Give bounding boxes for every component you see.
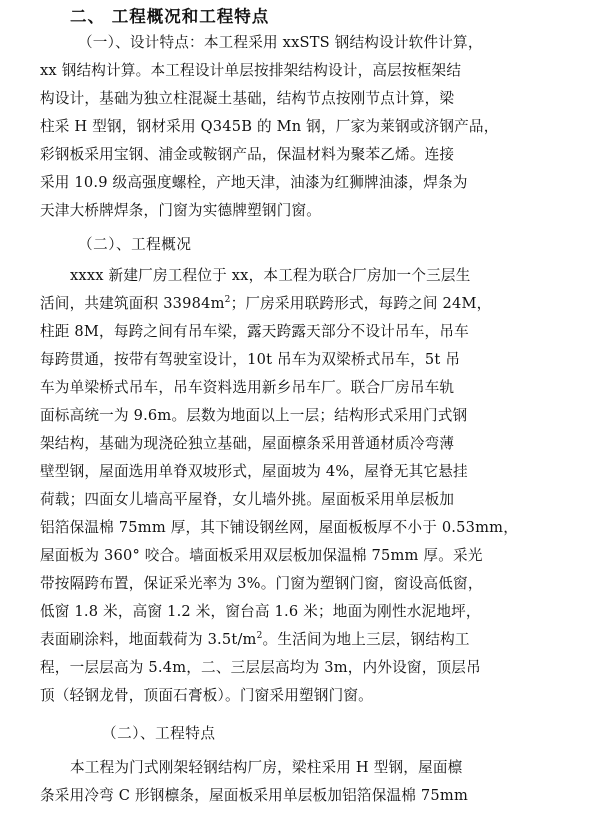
paragraph-line: 采用 10.9 级高强度螺栓，产地天津，油漆为红狮牌油漆，焊条为 — [40, 174, 468, 191]
paragraph-line: 面标高统一为 9.6m。层数为地面以上一层；结构形式采用门式钢 — [40, 407, 468, 424]
paragraph-line: 低窗 1.8 米，高窗 1.2 米，窗台高 1.6 米；地面为刚性水泥地坪， — [40, 603, 481, 620]
paragraph-line: 天津大桥牌焊条，门窗为实德牌塑钢门窗。 — [40, 202, 322, 219]
paragraph-line: xxxx 新建厂房工程位于 xx，本工程为联合厂房加一个三层生 — [70, 267, 471, 284]
paragraph-line: 车为单梁桥式吊车，吊车资料选用新乡吊车厂。联合厂房吊车轨 — [40, 379, 455, 396]
superscript: 2 — [224, 295, 231, 306]
paragraph-line: 每跨贯通，按带有驾驶室设计，10t 吊车为双梁桥式吊车，5t 吊 — [40, 351, 461, 368]
line-text: 表面刷涂料，地面载荷为 3.5t/m — [40, 631, 257, 648]
paragraph-line: xx 钢结构计算。本工程设计单层按排架结构设计，高层按框架结 — [40, 62, 462, 79]
paragraph-line: 柱距 8M，每跨之间有吊车梁，露天跨露天部分不设计吊车，吊车 — [40, 323, 469, 340]
section-heading: 二、 工程概况和工程特点 — [70, 7, 270, 26]
paragraph-line: 铝箔保温棉 75mm 厚，其下铺设钢丝网，屋面板板厚不小于 0.53mm， — [40, 519, 518, 536]
line-text: 活间，共建筑面积 33984m — [40, 295, 225, 312]
subsection-title: （二）、工程概况 — [78, 236, 192, 253]
paragraph-line — [40, 294, 491, 314]
paragraph-line — [40, 630, 470, 650]
paragraph-line: 屋面板为 360° 咬合。墙面板采用双层板加保温棉 75mm 厚。采光 — [40, 547, 483, 564]
paragraph-line: 架结构，基础为现浇砼独立基础，屋面檩条采用普通材质冷弯薄 — [40, 435, 455, 452]
line-text: ；厂房采用联跨形式，每跨之间 24M， — [230, 295, 492, 312]
paragraph-line: 壁型钢，屋面选用单脊双坡形式，屋面坡为 4%，屋脊无其它悬挂 — [40, 463, 468, 480]
paragraph-line: 带按隔跨布置，保证采光率为 3%。门窗为塑钢门窗，窗设高低窗， — [40, 575, 483, 592]
paragraph-line: 条采用冷弯 C 形钢檩条，屋面板采用单层板加铝箔保温棉 75mm — [40, 787, 468, 804]
paragraph-line: 本工程为门式刚架轻钢结构厂房，梁柱采用 H 型钢，屋面檩 — [70, 759, 463, 776]
paragraph-line: 顶（轻钢龙骨，顶面石膏板）。门窗采用塑钢门窗。 — [40, 687, 373, 704]
paragraph-line: 构设计，基础为独立柱混凝土基础，结构节点按刚节点计算，梁 — [40, 90, 455, 107]
paragraph-line: 柱采 H 型钢，钢材采用 Q345B 的 Mn 钢，厂家为莱钢或济钢产品， — [40, 118, 499, 135]
line-text: 。生活间为地上三层，钢结构工 — [262, 631, 470, 648]
subsection-title: （二）、工程特点 — [102, 725, 216, 742]
superscript: 2 — [256, 631, 263, 642]
paragraph-line: 荷载；四面女儿墙高平屋脊，女儿墙外挑。屋面板采用单层板加 — [40, 491, 455, 508]
paragraph-line: （一）、设计特点：本工程采用 xxSTS 钢结构设计软件计算， — [78, 34, 483, 51]
paragraph-line: 彩钢板采用宝钢、浦金或鞍钢产品，保温材料为聚苯乙烯。连接 — [40, 146, 455, 163]
paragraph-line: 程，一层层高为 5.4m，二、三层层高均为 3m，内外设窗，顶层吊 — [40, 659, 481, 676]
